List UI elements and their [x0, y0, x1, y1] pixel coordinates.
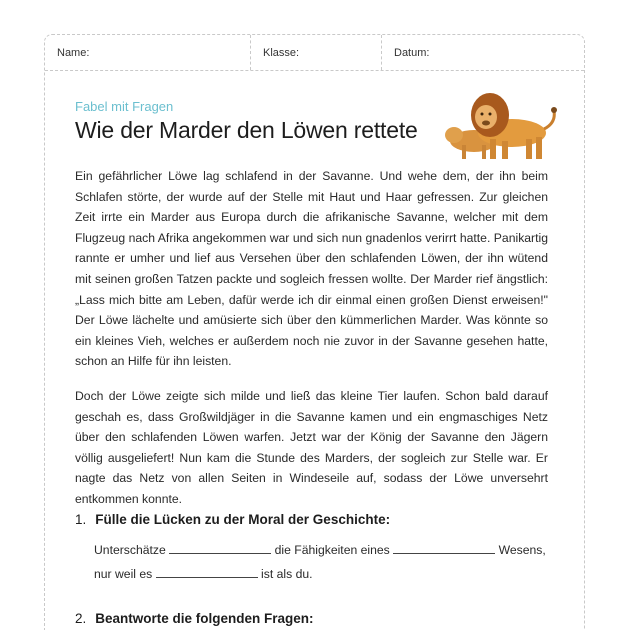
klasse-label: Klasse: [263, 46, 300, 59]
cloze-line-2 [94, 563, 554, 585]
cloze-text: die Fähigkeiten eines [274, 543, 390, 557]
cloze-text: Wesens, [498, 543, 546, 557]
cloze-line-1 [94, 539, 554, 561]
worksheet [44, 34, 585, 630]
answer-blank-1[interactable] [169, 540, 271, 554]
question-2-number: 2. [75, 611, 87, 626]
question-2-text: Beantworte die folgenden Fragen: [95, 611, 314, 626]
cloze-text: Unterschätze [94, 543, 166, 557]
worksheet-title: Wie der Marder den Löwen rettete [75, 117, 418, 143]
name-field[interactable] [45, 35, 251, 70]
name-label: Name: [57, 46, 90, 59]
datum-label: Datum: [394, 46, 430, 59]
question-2-heading [75, 611, 314, 626]
worksheet-subtitle: Fabel mit Fragen [75, 99, 174, 114]
klasse-field[interactable] [251, 35, 382, 70]
question-1-number: 1. [75, 512, 87, 527]
cloze-text: ist als du. [261, 567, 313, 581]
header-fields [45, 35, 584, 71]
question-1-text: Fülle die Lücken zu der Moral der Geschichte: [95, 512, 391, 527]
answer-blank-3[interactable] [156, 564, 258, 578]
story-paragraph-1: Ein gefährlicher Löwe lag schlafend in der Savanne. Und wehe dem, der ihn beim Schlafen störte, der wurde auf der Stelle mit Haut und Haar gefressen. Zur gleichen Zeit irrte ein Marder aus Europa durch die afrikanische Savanne, welcher mit dem Flugzeug nach Afrika angekommen war und sich nun gnadenlos verirrt hatte. Panikartig rannte er umher und lief aus Versehen über den schlafenden Löwen, der ihn wütend mit seinen großen Tatzen packte und sogleich fressen wollte. Der Marder rief ängstlich: „Lass mich bitte am Leben, dafür werde ich dir einmal einen großen Dienst erweisen!" Der Löwe lächelte und amüsierte sich über den kümmerlichen Marder. Was könnte so ein kleines Vieh, welches er außerdem noch nie zuvor in der Savanne gesehen hatte, schon an Hilfe für ihn leisten. [75, 169, 548, 369]
cloze-text: nur weil es [94, 567, 153, 581]
lion-and-lioness-icon [440, 89, 560, 161]
datum-field[interactable] [382, 35, 584, 70]
story-paragraph-2: Doch der Löwe zeigte sich milde und ließ das kleine Tier laufen. Schon bald darauf geschah es, dass Großwildjäger in die Savanne kamen und ein engmaschiges Netz über den schlafenden Löwen warfen. Jetzt war der König der Savanne den Jägern völlig ausgeliefert! Nun kam die Stunde des Marders, der sogleich zur Stelle war. Er nagte das Netz von allen Seiten in Windeseile auf, sodass der Löwe unversehrt entkommen konnte. [75, 389, 548, 506]
question-1-heading [75, 512, 390, 527]
answer-blank-2[interactable] [393, 540, 495, 554]
